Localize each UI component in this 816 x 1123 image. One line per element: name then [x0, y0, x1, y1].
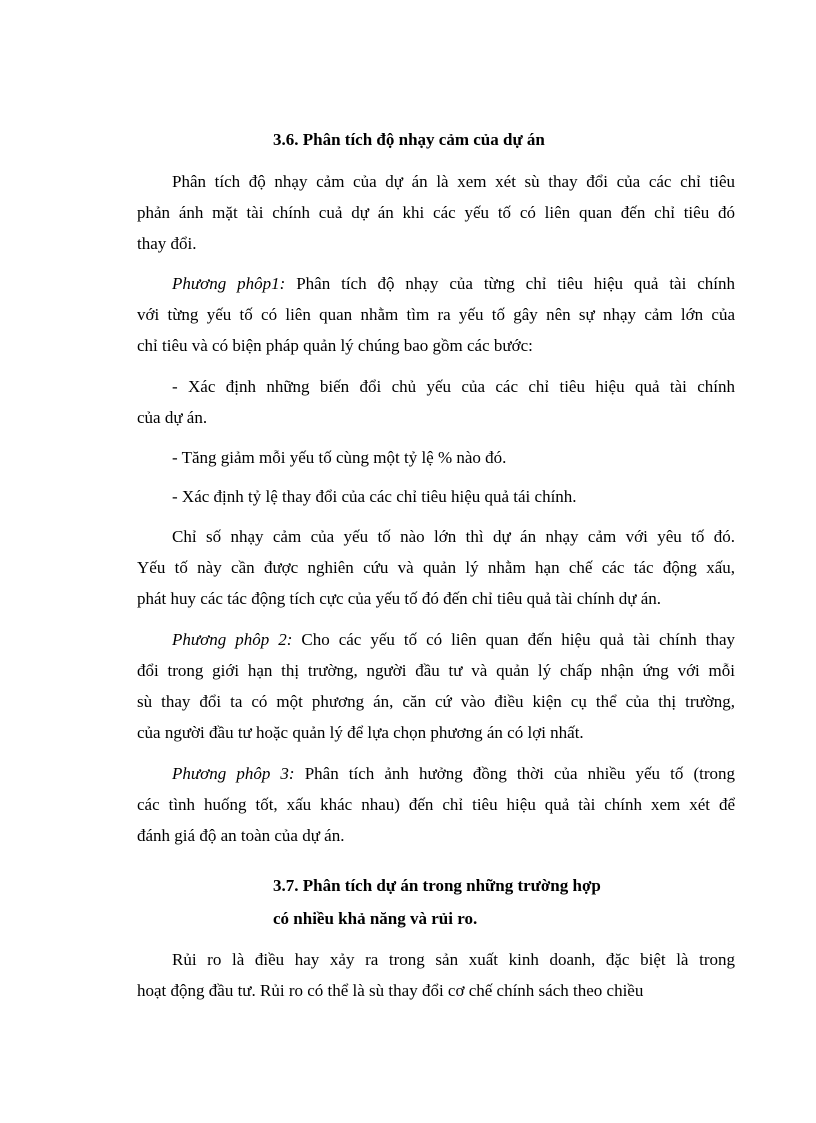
bullet-line: của dự án.: [137, 408, 208, 427]
paragraph-line: các tình huống tốt, xấu khác nhau) đến chỉ tiêu hiệu quả tài chính xem xét để: [137, 795, 735, 814]
paragraph-line: Yếu tố này cần được nghiên cứu và quản lý nhằm hạn chế các tác động xấu,: [137, 558, 735, 577]
bullet-line: - Xác định tỷ lệ thay đổi của các chỉ tiêu hiệu quả tái chính.: [172, 487, 577, 506]
method-2-first-line: [172, 630, 735, 650]
paragraph-line: với từng yếu tố có liên quan nhằm tìm ra yếu tố gây nên sự nhạy cảm lớn của: [137, 305, 735, 324]
method-2-label: Phương phôp 2:: [172, 630, 293, 649]
paragraph-line: chỉ tiêu và có biện pháp quản lý chúng bao gồm các bước:: [137, 336, 533, 355]
bullet-line: - Xác định những biến đổi chủ yếu của các chỉ tiêu hiệu quả tài chính: [172, 377, 735, 396]
method-3-text: Phân tích ảnh hưởng đồng thời của nhiều yếu tố (trong: [294, 764, 736, 783]
method-2-text: Cho các yếu tố có liên quan đến hiệu quả tài chính thay: [292, 630, 736, 649]
paragraph-line: phát huy các tác động tích cực của yếu tố đó đến chỉ tiêu quả tài chính dự án.: [137, 589, 661, 608]
paragraph-line: Phân tích độ nhạy cảm của dự án là xem xét sù thay đổi của các chỉ tiêu: [172, 172, 735, 191]
paragraph-line: phản ánh mặt tài chính cuả dự án khi các yếu tố có liên quan đến chỉ tiêu đó: [137, 203, 735, 222]
method-1-first-line: [172, 274, 735, 294]
paragraph-line: hoạt động đầu tư. Rủi ro có thể là sù thay đổi cơ chế chính sách theo chiều: [137, 981, 644, 1000]
paragraph-line: thay đổi.: [137, 234, 197, 253]
section-heading-3-7-line1: 3.7. Phân tích dự án trong những trường hợp: [273, 876, 601, 895]
method-3-label: Phương phôp 3:: [172, 764, 295, 783]
paragraph-line: đánh giá độ an toàn của dự án.: [137, 826, 345, 845]
paragraph-line: Rủi ro là điều hay xảy ra trong sản xuất kinh doanh, đặc biệt là trong: [172, 950, 735, 969]
method-1-label: Phương phôp1:: [172, 274, 286, 293]
section-heading-3-7-line2: có nhiều khả năng và rủi ro.: [273, 909, 478, 928]
method-1-text: Phân tích độ nhạy của từng chỉ tiêu hiệu quả tài chính: [285, 274, 735, 293]
method-3-first-line: [172, 764, 735, 784]
paragraph-line: Chỉ số nhạy cảm của yếu tố nào lớn thì dự án nhạy cảm với yêu tố đó.: [172, 527, 735, 546]
section-heading-3-6: 3.6. Phân tích độ nhạy cảm của dự án: [273, 130, 545, 149]
paragraph-line: của người đầu tư hoặc quản lý để lựa chọn phương án có lợi nhất.: [137, 723, 584, 742]
paragraph-line: đổi trong giới hạn thị trường, người đầu tư và quản lý chấp nhận ứng với mỗi: [137, 661, 735, 680]
bullet-line: - Tăng giảm mỗi yếu tố cùng một tỷ lệ % nào đó.: [172, 448, 507, 467]
paragraph-line: sù thay đổi ta có một phương án, căn cứ vào điều kiện cụ thể của thị trường,: [137, 692, 735, 711]
